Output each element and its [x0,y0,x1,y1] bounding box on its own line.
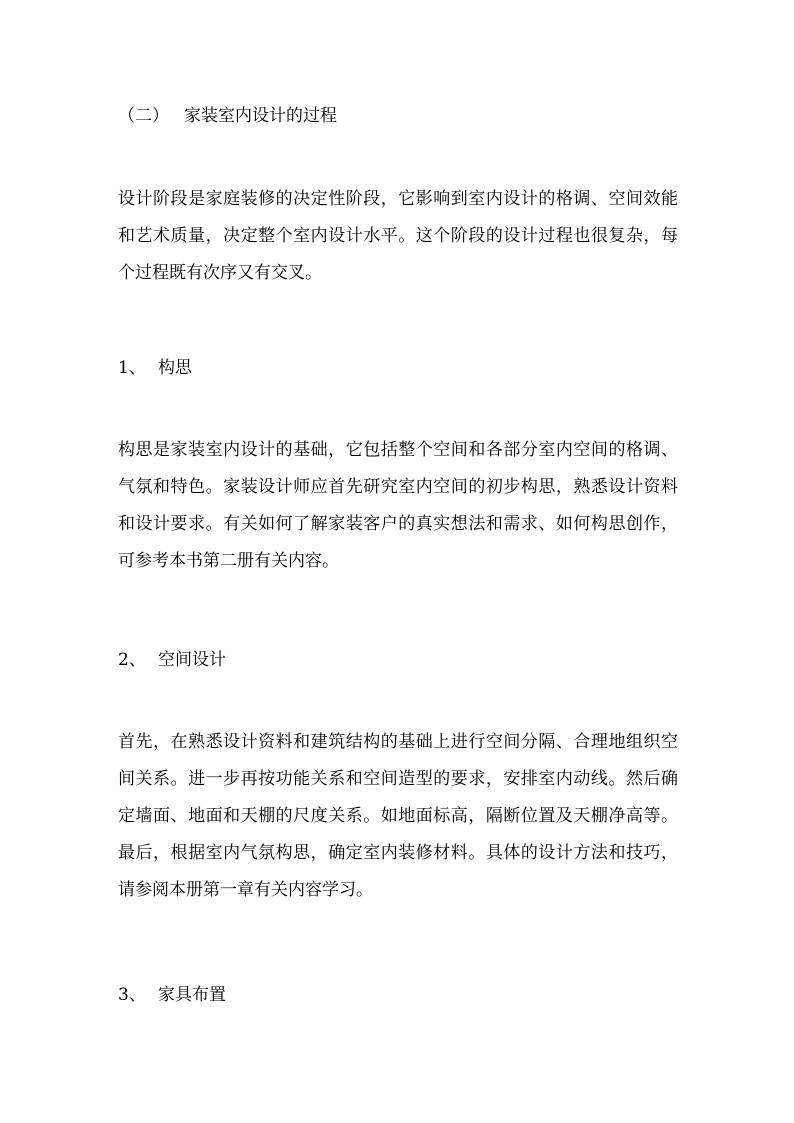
item-heading-1 [118,358,192,378]
item-title: 构思 [158,358,192,378]
item-heading-2 [118,650,226,670]
item-number: 1、 [118,358,146,378]
item-paragraph-2: 首先，在熟悉设计资料和建筑结构的基础上进行空间分隔、合理地组织空间关系。进一步再按功能关系和空间造型的要求，安排室内动线。然后确定墙面、地面和天棚的尺度关系。如地面标高，隔断位置及天棚净高等。最后，根据室内气氛构思，确定室内装修材料。具体的设计方法和技巧，请参阅本册第一章有关内容学习。 [118,732,678,900]
section-title-text: 家装室内设计的过程 [184,106,337,126]
item-title: 空间设计 [158,650,226,670]
item-heading-3 [118,985,226,1005]
item-number: 2、 [118,650,146,670]
item-paragraph-1: 构思是家装室内设计的基础，它包括整个空间和各部分室内空间的格调、气氛和特色。家装设计师应首先研究室内空间的初步构思，熟悉设计资料和设计要求。有关如何了解家装客户的真实想法和需求、如何构思创作，可参考本书第二册有关内容。 [118,440,678,571]
item-number: 3、 [118,985,146,1005]
intro-paragraph: 设计阶段是家庭装修的决定性阶段，它影响到室内设计的格调、空间效能和艺术质量，决定整个室内设计水平。这个阶段的设计过程也很复杂，每个过程既有次序又有交叉。 [118,189,678,283]
section-number: （二） [118,106,169,126]
section-title [118,106,337,126]
item-title: 家具布置 [158,985,226,1005]
